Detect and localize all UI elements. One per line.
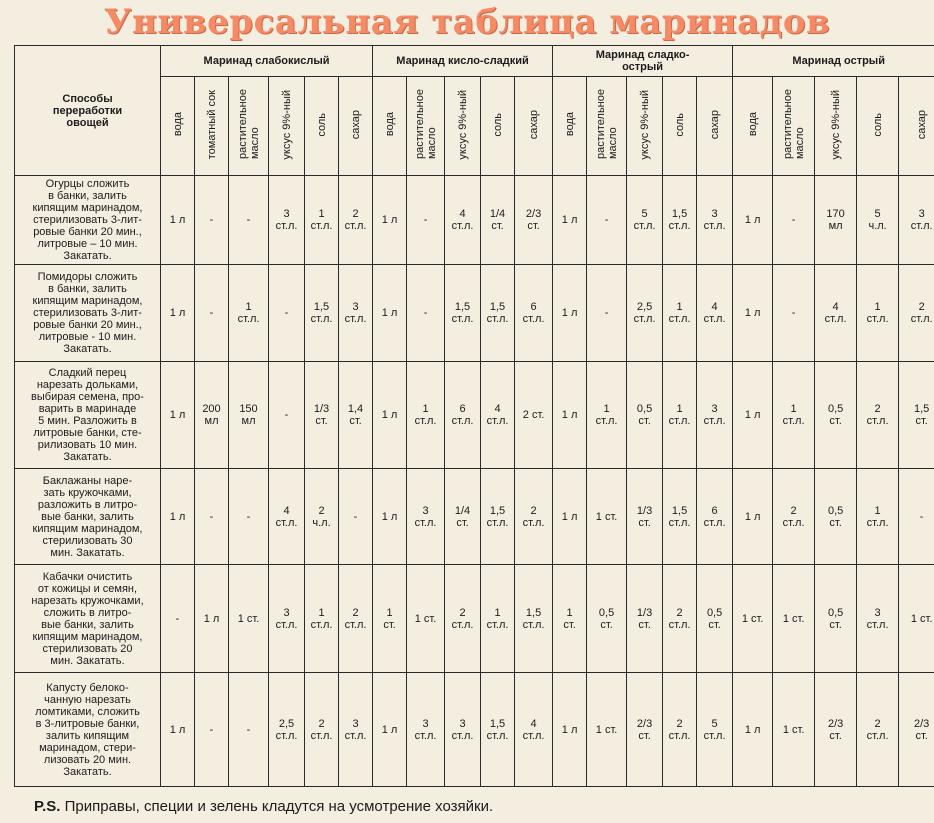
ingredient-label: сахар	[708, 109, 721, 140]
amount-cell: 1 ст.	[373, 565, 407, 673]
group-header-spicy: Маринад острый	[733, 46, 934, 77]
ingredient-header	[373, 77, 407, 176]
ingredient-label: соль	[673, 112, 686, 137]
amount-cell: 1 ст.	[587, 469, 627, 565]
method-cell: Помидоры сложить в банки, залить кипящим маринадом, стерилизовать 3-лит- ровые банки 20 мин., литровые - 10 мин. Закатать.	[15, 265, 161, 362]
ingredient-header	[587, 77, 627, 176]
amount-cell: 1/3 ст.	[305, 362, 339, 469]
amount-cell: 2 ст.л.	[773, 469, 815, 565]
amount-cell: 2,5 ст.л.	[627, 265, 663, 362]
amount-cell: 1 ст.	[587, 673, 627, 787]
ingredient-label: сахар	[349, 109, 362, 140]
amount-cell: -	[407, 176, 445, 265]
amount-cell: 1,5 ст.л.	[663, 176, 697, 265]
group-header-sweet-spicy: Маринад сладко- острый	[553, 46, 733, 77]
amount-cell: 0,5 ст.	[815, 469, 857, 565]
amount-cell: 1 л	[373, 265, 407, 362]
amount-cell: 1 л	[373, 469, 407, 565]
amount-cell: 150 мл	[229, 362, 269, 469]
amount-cell: 2 ст.л.	[445, 565, 481, 673]
amount-cell: 2/3 ст.	[515, 176, 553, 265]
amount-cell: 3 ст.л.	[899, 176, 934, 265]
amount-cell: 1,4 ст.	[339, 362, 373, 469]
method-cell: Сладкий перец нарезать дольками, выбирая семена, про- варить в маринаде 5 мин. Разложить в литровые банки, сте- рилизовать 10 мин. Закатать.	[15, 362, 161, 469]
amount-cell: 5 ст.л.	[697, 673, 733, 787]
ingredient-header	[229, 77, 269, 176]
header-group-row	[15, 46, 934, 77]
amount-cell: 1 ст.л.	[857, 265, 899, 362]
ingredient-label: сахар	[915, 109, 928, 140]
ingredient-header	[305, 77, 339, 176]
amount-cell: -	[195, 265, 229, 362]
ingredient-label: соль	[871, 112, 884, 137]
amount-cell: 1,5 ст.л.	[305, 265, 339, 362]
amount-cell: 1 ст.л.	[407, 362, 445, 469]
amount-cell: -	[229, 673, 269, 787]
ingredient-label: растительное масло	[413, 89, 438, 160]
amount-cell: 1 л	[161, 673, 195, 787]
table-body	[15, 176, 934, 787]
amount-cell: 2 ч.л.	[305, 469, 339, 565]
amount-cell: -	[587, 265, 627, 362]
ingredient-header	[627, 77, 663, 176]
amount-cell: 2 ст.л.	[899, 265, 934, 362]
ingredient-label: вода	[383, 112, 396, 137]
amount-cell: 2/3 ст.	[899, 673, 934, 787]
amount-cell: 4 ст.л.	[697, 265, 733, 362]
group-header-sour-sweet: Маринад кисло-сладкий	[373, 46, 553, 77]
table-row	[15, 176, 934, 265]
amount-cell: 1 ст.л.	[229, 265, 269, 362]
ingredient-label: соль	[491, 112, 504, 137]
amount-cell: 1 л	[733, 176, 773, 265]
method-cell: Капусту белоко- чанную нарезать ломтиками, сложить в 3-литровые банки, залить кипящим маринадом, стери- лизовать 20 мин. Закатать.	[15, 673, 161, 787]
amount-cell: 1 ст.л.	[663, 265, 697, 362]
amount-cell: 1 ст.л.	[481, 565, 515, 673]
amount-cell: -	[587, 176, 627, 265]
ingredient-label: соль	[315, 112, 328, 137]
amount-cell: 3 ст.л.	[445, 673, 481, 787]
amount-cell: 1 ст.	[553, 565, 587, 673]
ingredient-header	[773, 77, 815, 176]
amount-cell: 1,5 ст.л.	[481, 265, 515, 362]
ingredient-header	[899, 77, 934, 176]
ingredient-label: уксус 9%-ный	[829, 89, 842, 160]
amount-cell: 3 ст.л.	[269, 565, 305, 673]
ingredient-header	[407, 77, 445, 176]
amount-cell: -	[407, 265, 445, 362]
amount-cell: 1 л	[553, 469, 587, 565]
amount-cell: 0,5 ст.	[815, 565, 857, 673]
amount-cell: 1 л	[733, 265, 773, 362]
amount-cell: 1 ст.л.	[663, 362, 697, 469]
method-cell: Огурцы сложить в банки, залить кипящим маринадом, стерилизовать 3-лит- ровые банки 20 мин., литровые – 10 мин. Закатать.	[15, 176, 161, 265]
ingredient-header	[481, 77, 515, 176]
ingredient-label: сахар	[527, 109, 540, 140]
amount-cell: 1 л	[161, 469, 195, 565]
amount-cell: 2 ст.л.	[663, 673, 697, 787]
amount-cell: 1 л	[373, 673, 407, 787]
amount-cell: 3 ст.л.	[269, 176, 305, 265]
amount-cell: 6 ст.л.	[515, 265, 553, 362]
ingredient-header	[515, 77, 553, 176]
table-row	[15, 265, 934, 362]
amount-cell: 1 ст.л.	[305, 176, 339, 265]
amount-cell: 1 л	[161, 265, 195, 362]
amount-cell: 1 л	[553, 265, 587, 362]
amount-cell: 1/3 ст.	[627, 469, 663, 565]
ingredient-label: растительное масло	[781, 89, 806, 160]
amount-cell: 1/3 ст.	[627, 565, 663, 673]
amount-cell: 1 ст.л.	[587, 362, 627, 469]
ingredient-label: уксус 9%-ный	[456, 89, 469, 160]
amount-cell: 3 ст.л.	[407, 673, 445, 787]
ingredient-label: томатный сок	[205, 89, 218, 160]
footnote	[34, 798, 493, 816]
amount-cell: 3 ст.л.	[339, 673, 373, 787]
amount-cell: 2 ст.л.	[857, 673, 899, 787]
amount-cell: 2 ст.л.	[305, 673, 339, 787]
ingredient-header	[553, 77, 587, 176]
amount-cell: 2 ст.л.	[515, 469, 553, 565]
amount-cell: 1 л	[161, 176, 195, 265]
amount-cell: -	[161, 565, 195, 673]
amount-cell: 4 ст.л.	[481, 362, 515, 469]
amount-cell: 1 ст.	[773, 565, 815, 673]
amount-cell: -	[195, 673, 229, 787]
ingredient-header	[733, 77, 773, 176]
amount-cell: -	[229, 469, 269, 565]
amount-cell: 2 ст.	[515, 362, 553, 469]
ingredient-label: растительное масло	[236, 89, 261, 160]
ingredient-label: уксус 9%-ный	[280, 89, 293, 160]
amount-cell: 1 л	[553, 362, 587, 469]
table-row	[15, 673, 934, 787]
amount-cell: 3 ст.л.	[697, 176, 733, 265]
amount-cell: 3 ст.л.	[857, 565, 899, 673]
amount-cell: -	[773, 176, 815, 265]
ingredient-header	[339, 77, 373, 176]
amount-cell: 1 л	[373, 362, 407, 469]
ingredient-header	[663, 77, 697, 176]
amount-cell: 1,5 ст.л.	[481, 469, 515, 565]
amount-cell: 1/4 ст.	[445, 469, 481, 565]
amount-cell: 1 л	[195, 565, 229, 673]
marinade-table	[14, 45, 934, 787]
footnote-prefix: P.S.	[34, 798, 61, 815]
amount-cell: 5 ст.л.	[627, 176, 663, 265]
method-cell: Баклажаны наре- зать кружочками, разложить в литро- вые банки, залить кипящим маринадом, стерилизовать 30 мин. Закатать.	[15, 469, 161, 565]
amount-cell: 3 ст.л.	[697, 362, 733, 469]
amount-cell: 0,5 ст.	[587, 565, 627, 673]
amount-cell: 4 ст.л.	[815, 265, 857, 362]
amount-cell: 2 ст.л.	[663, 565, 697, 673]
table-row	[15, 362, 934, 469]
amount-cell: 1 л	[373, 176, 407, 265]
amount-cell: 5 ч.л.	[857, 176, 899, 265]
amount-cell: 1 л	[161, 362, 195, 469]
amount-cell: 1,5 ст.л.	[481, 673, 515, 787]
amount-cell: 1 ст.л.	[857, 469, 899, 565]
amount-cell: 4 ст.л.	[269, 469, 305, 565]
amount-cell: 0,5 ст.	[697, 565, 733, 673]
ingredient-header	[857, 77, 899, 176]
ingredient-label: уксус 9%-ный	[638, 89, 651, 160]
amount-cell: 1 л	[733, 362, 773, 469]
ingredient-label: растительное масло	[594, 89, 619, 160]
amount-cell: 1 л	[733, 673, 773, 787]
amount-cell: -	[229, 176, 269, 265]
amount-cell: 4 ст.л.	[515, 673, 553, 787]
amount-cell: -	[195, 176, 229, 265]
amount-cell: 1,5 ст.	[899, 362, 934, 469]
table-row	[15, 469, 934, 565]
ingredient-label: вода	[563, 112, 576, 137]
amount-cell: 1,5 ст.л.	[445, 265, 481, 362]
amount-cell: 6 ст.л.	[697, 469, 733, 565]
group-header-weak-acid: Маринад слабокислый	[161, 46, 373, 77]
amount-cell: 2 ст.л.	[339, 176, 373, 265]
amount-cell: 1,5 ст.л.	[515, 565, 553, 673]
amount-cell: 4 ст.л.	[445, 176, 481, 265]
amount-cell: 1 л	[553, 176, 587, 265]
amount-cell: 2/3 ст.	[627, 673, 663, 787]
amount-cell: 3 ст.л.	[339, 265, 373, 362]
page-title: Универсальная таблица маринадов	[103, 2, 831, 42]
amount-cell: 1 ст.л.	[305, 565, 339, 673]
amount-cell: 1 ст.	[229, 565, 269, 673]
ingredient-header	[815, 77, 857, 176]
amount-cell: -	[899, 469, 934, 565]
ingredient-header	[445, 77, 481, 176]
amount-cell: -	[773, 265, 815, 362]
amount-cell: 2 ст.л.	[339, 565, 373, 673]
ingredient-header	[697, 77, 733, 176]
amount-cell: 170 мл	[815, 176, 857, 265]
amount-cell: 200 мл	[195, 362, 229, 469]
amount-cell: -	[269, 265, 305, 362]
ingredient-label: вода	[746, 112, 759, 137]
amount-cell: -	[269, 362, 305, 469]
amount-cell: 1 л	[553, 673, 587, 787]
amount-cell: -	[195, 469, 229, 565]
amount-cell: 0,5 ст.	[815, 362, 857, 469]
amount-cell: 1,5 ст.л.	[663, 469, 697, 565]
amount-cell: 1 ст.	[733, 565, 773, 673]
amount-cell: 2 ст.л.	[857, 362, 899, 469]
ingredient-label: вода	[171, 112, 184, 137]
table-row	[15, 565, 934, 673]
amount-cell: 6 ст.л.	[445, 362, 481, 469]
ingredient-header	[161, 77, 195, 176]
amount-cell: -	[339, 469, 373, 565]
amount-cell: 1/4 ст.	[481, 176, 515, 265]
ingredient-header	[269, 77, 305, 176]
amount-cell: 1 ст.	[899, 565, 934, 673]
footnote-text: Приправы, специи и зелень кладутся на усмотрение хозяйки.	[60, 798, 494, 815]
amount-cell: 1 ст.	[407, 565, 445, 673]
amount-cell: 1 ст.л.	[773, 362, 815, 469]
amount-cell: 2/3 ст.	[815, 673, 857, 787]
method-cell: Кабачки очистить от кожицы и семян, нарезать кружочками, сложить в литро- вые банки, залить кипящим маринадом, стерилизовать 20 мин. Закатать.	[15, 565, 161, 673]
ingredient-header	[195, 77, 229, 176]
amount-cell: 0,5 ст.	[627, 362, 663, 469]
amount-cell: 1 ст.	[773, 673, 815, 787]
methods-header: Способы переработки овощей	[15, 46, 161, 176]
amount-cell: 2,5 ст.л.	[269, 673, 305, 787]
amount-cell: 1 л	[733, 469, 773, 565]
amount-cell: 3 ст.л.	[407, 469, 445, 565]
